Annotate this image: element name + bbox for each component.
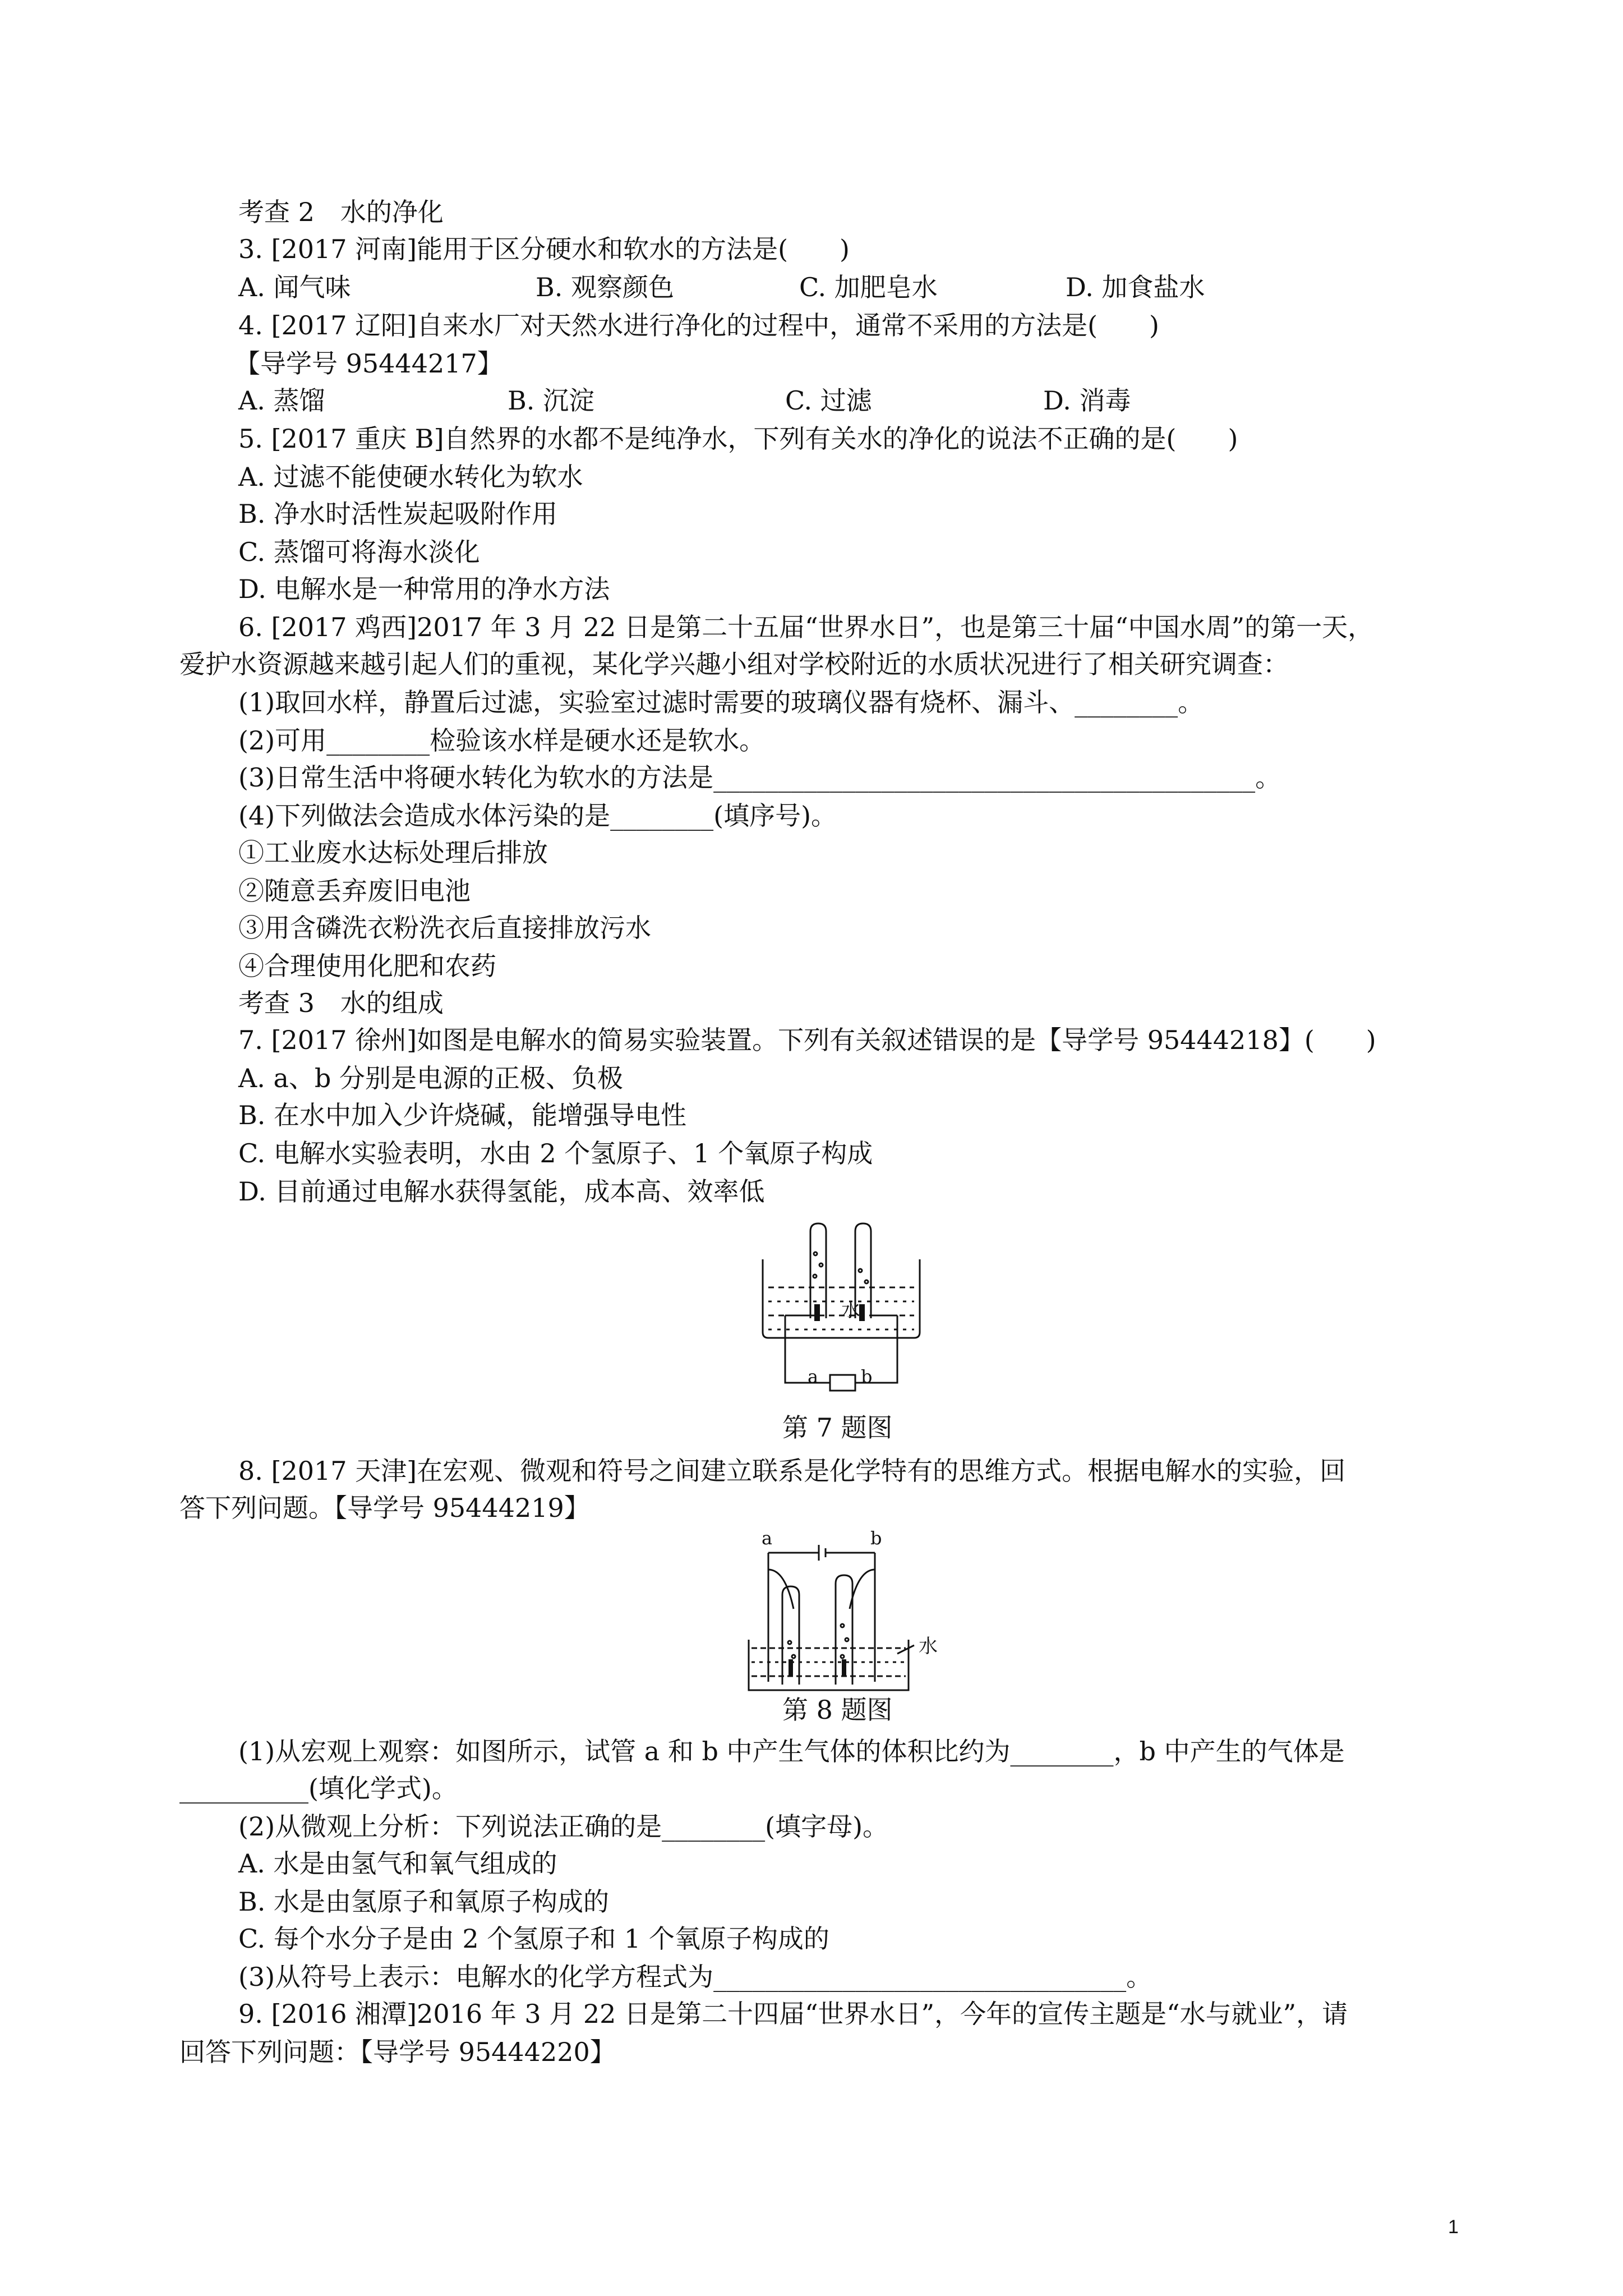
question-4-stem: 4. [2017 辽阳]自来水厂对天然水进行净化的过程中，通常不采用的方法是( )	[238, 310, 1159, 341]
choice-4: ④合理使用化肥和农药	[238, 951, 496, 981]
option-b: B. 水是由氢原子和氧原子构成的	[238, 1887, 610, 1917]
question-7-stem: 7. [2017 徐州]如图是电解水的简易实验装置。下列有关叙述错误的是【导学号 95444218】( )	[238, 1025, 1376, 1055]
option-a: A. a、b 分别是电源的正极、负极	[238, 1063, 623, 1093]
option-d: D. 消毒	[1043, 385, 1131, 416]
question-5-stem: 5. [2017 重庆 B]自然界的水都不是纯净水，下列有关水的净化的说法不正确的是( )	[238, 424, 1238, 454]
question-8-part-1-continued: __________(填化学式)。	[179, 1773, 458, 1803]
question-8-stem: 8. [2017 天津]在宏观、微观和符号之间建立联系是化学特有的思维方式。根据电解水的实验，回	[238, 1456, 1346, 1486]
option-c: C. 每个水分子是由 2 个氢原子和 1 个氧原子构成的	[238, 1924, 829, 1954]
question-6-part-2: (2)可用________检验该水样是硬水还是软水。	[238, 725, 766, 756]
guide-number: 【导学号 95444217】	[234, 348, 503, 379]
question-6-stem-continued: 爱护水资源越来越引起人们的重视，某化学兴趣小组对学校附近的水质状况进行了相关研究调查：	[179, 649, 1289, 679]
water-label: 水	[919, 1635, 938, 1658]
option-d: D. 电解水是一种常用的净水方法	[238, 574, 610, 604]
question-8-part-1: (1)从宏观上观察：如图所示，试管 a 和 b 中产生气体的体积比约为________，b 中产生的气体是	[238, 1736, 1345, 1766]
option-c: C. 加肥皂水	[799, 272, 938, 302]
figure-7-caption: 第 7 题图	[782, 1412, 893, 1443]
option-b: B. 观察颜色	[536, 272, 675, 302]
section-heading: 考查 2 水的净化	[238, 197, 444, 227]
option-b: B. 沉淀	[508, 385, 595, 416]
option-d: D. 加食盐水	[1066, 272, 1205, 302]
option-a: A. 闻气味	[238, 272, 351, 302]
option-b: B. 在水中加入少许烧碱，能增强导电性	[238, 1100, 687, 1130]
question-3-stem: 3. [2017 河南]能用于区分硬水和软水的方法是( )	[238, 234, 850, 264]
choice-2: ②随意丢弃废旧电池	[238, 876, 471, 906]
question-8-part-3: (3)从符号上表示：电解水的化学方程式为________________________________。	[238, 1962, 1152, 1992]
question-6-part-1: (1)取回水样，静置后过滤，实验室过滤时需要的玻璃仪器有烧杯、漏斗、________。	[238, 687, 1204, 717]
question-6-part-3: (3)日常生活中将硬水转化为软水的方法是__________________________________________。	[238, 762, 1281, 793]
question-6-part-4: (4)下列做法会造成水体污染的是________(填序号)。	[238, 800, 837, 831]
choice-1: ①工业废水达标处理后排放	[238, 838, 548, 868]
terminal-a-label: a	[808, 1366, 819, 1387]
water-label: 水	[841, 1299, 860, 1322]
option-a: A. 水是由氢气和氧气组成的	[238, 1848, 557, 1879]
option-a: A. 过滤不能使硬水转化为软水	[238, 462, 583, 492]
section-heading: 考查 3 水的组成	[238, 988, 444, 1018]
question-8-stem-continued: 答下列问题。【导学号 95444219】	[179, 1493, 590, 1523]
option-c: C. 蒸馏可将海水淡化	[238, 537, 480, 567]
electrolysis-apparatus-figure-8	[740, 1530, 965, 1699]
electrode-b-label: b	[870, 1530, 882, 1549]
option-a: A. 蒸馏	[238, 385, 325, 416]
electrode-a-label: a	[762, 1530, 773, 1549]
figure-8-caption: 第 8 题图	[782, 1695, 893, 1725]
option-c: C. 过滤	[785, 385, 872, 416]
question-6-stem: 6. [2017 鸡西]2017 年 3 月 22 日是第二十五届“世界水日”，也是第三十届“中国水周”的第一天，	[238, 612, 1374, 642]
option-c: C. 电解水实验表明，水由 2 个氢原子、1 个氧原子构成	[238, 1138, 873, 1168]
option-d: D. 目前通过电解水获得氢能，成本高、效率低	[238, 1176, 765, 1207]
question-9-stem-continued: 回答下列问题：【导学号 95444220】	[179, 2037, 616, 2067]
page-number: 1	[1448, 2216, 1459, 2238]
terminal-b-label: b	[861, 1366, 873, 1387]
question-9-stem: 9. [2016 湘潭]2016 年 3 月 22 日是第二十四届“世界水日”，今年的宣传主题是“水与就业”，请	[238, 1999, 1348, 2029]
choice-3: ③用含磷洗衣粉洗衣后直接排放污水	[238, 913, 651, 943]
question-8-part-2: (2)从微观上分析：下列说法正确的是________(填字母)。	[238, 1811, 889, 1842]
option-b: B. 净水时活性炭起吸附作用	[238, 499, 558, 529]
electrolysis-apparatus-figure-7	[751, 1220, 931, 1411]
